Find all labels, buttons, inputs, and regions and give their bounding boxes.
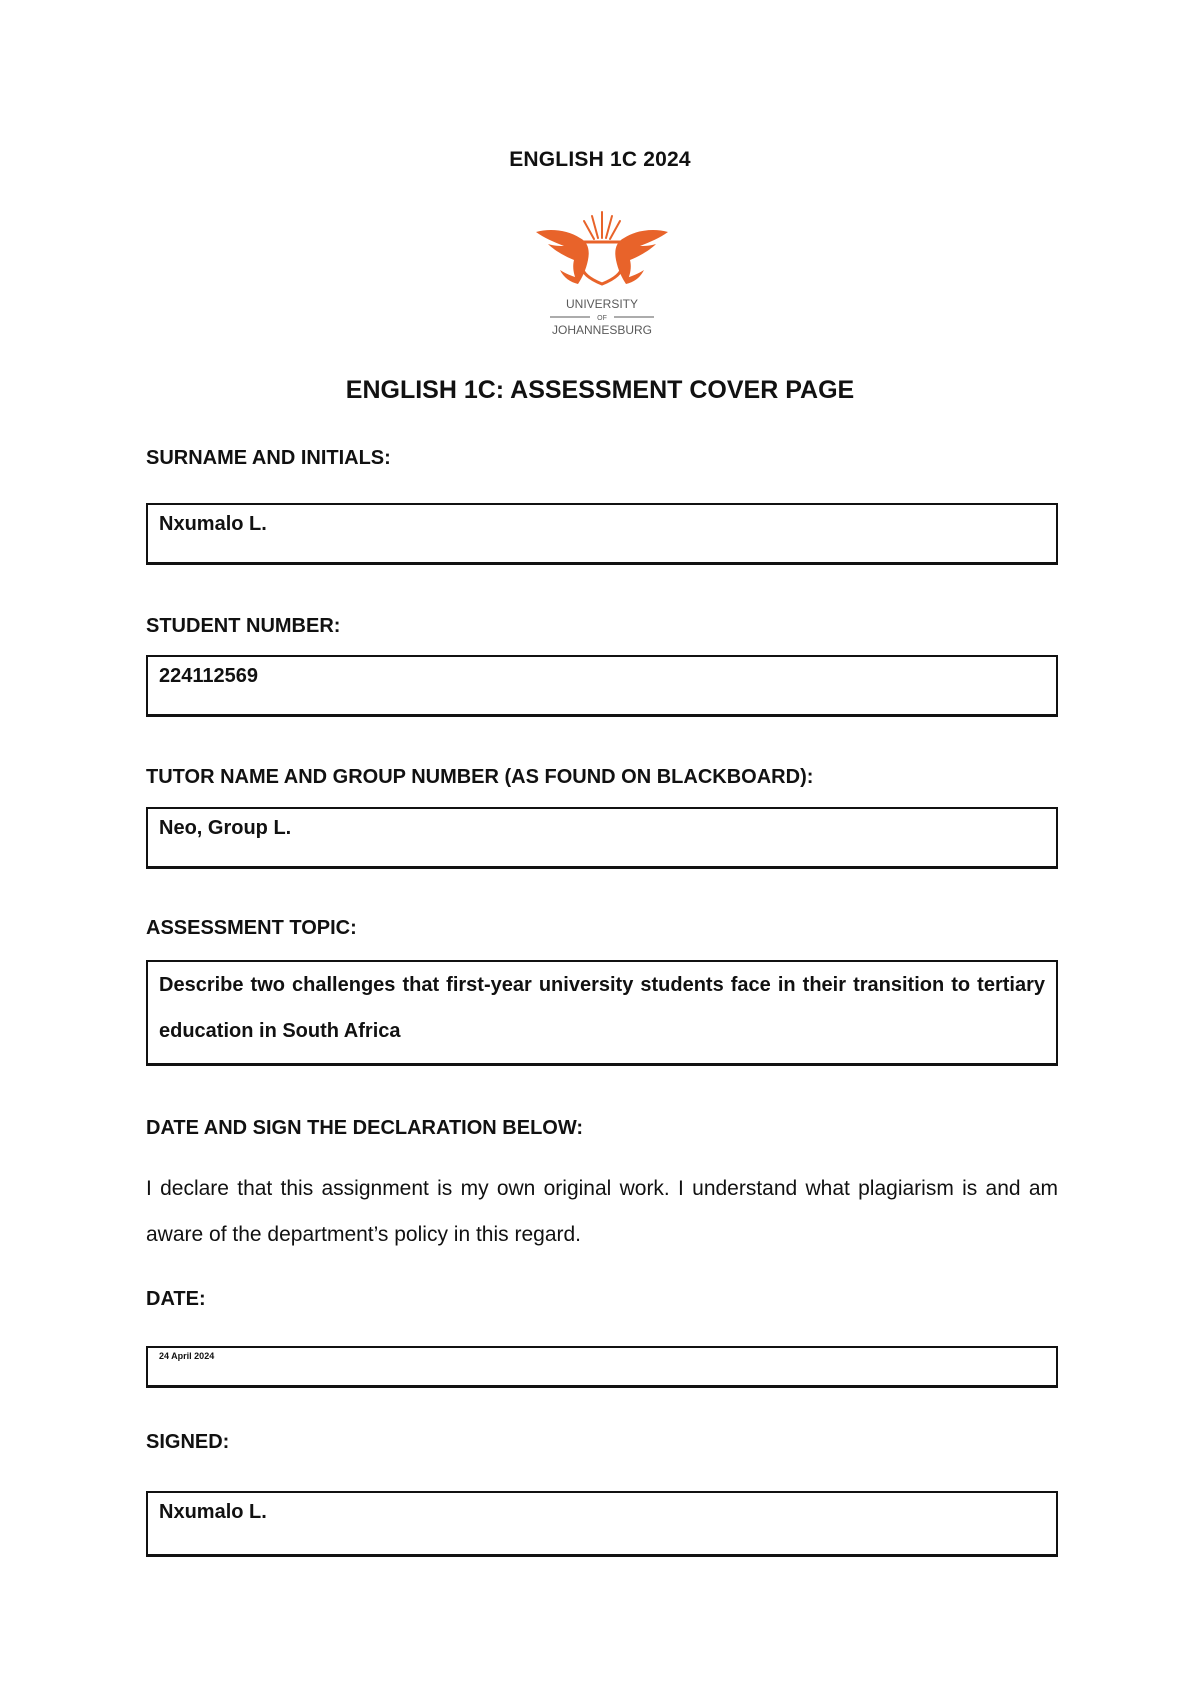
date-field[interactable] (146, 1346, 1058, 1388)
surname-label: SURNAME AND INITIALS: (146, 447, 391, 469)
university-of-johannesburg-logo (528, 208, 676, 348)
svg-text:UNIVERSITY: UNIVERSITY (565, 297, 639, 311)
course-heading: ENGLISH 1C 2024 (509, 148, 691, 171)
svg-text:JOHANNESBURG: JOHANNESBURG (551, 323, 653, 337)
student-number-field[interactable] (146, 655, 1058, 717)
signature-value: Nxumalo L. (159, 1501, 267, 1523)
student-number-label: STUDENT NUMBER: (146, 615, 341, 637)
declaration-text: I declare that this assignment is my own original work. I understand what plagiarism is and am aware of the department’s policy in this regard. (146, 1177, 1058, 1246)
date-value: 24 April 2024 (159, 1351, 215, 1361)
signature-field[interactable] (146, 1491, 1058, 1557)
student-number-value: 224112569 (159, 665, 259, 687)
topic-label: ASSESSMENT TOPIC: (146, 917, 357, 939)
date-label: DATE: (146, 1288, 206, 1310)
tutor-value: Neo, Group L. (159, 817, 292, 839)
page-title: ENGLISH 1C: ASSESSMENT COVER PAGE (345, 376, 855, 404)
topic-value: Describe two challenges that first-year university students face in their transition to tertiary education in South Africa (159, 974, 1045, 1042)
topic-field[interactable] (146, 960, 1058, 1066)
surname-field[interactable] (146, 503, 1058, 565)
svg-text:OF: OF (597, 315, 607, 322)
tutor-field[interactable] (146, 807, 1058, 869)
surname-value: Nxumalo L. (159, 513, 267, 535)
tutor-label: TUTOR NAME AND GROUP NUMBER (AS FOUND ON BLACKBOARD): (146, 766, 814, 788)
declaration-heading: DATE AND SIGN THE DECLARATION BELOW: (146, 1117, 584, 1139)
signed-label: SIGNED: (146, 1431, 230, 1453)
